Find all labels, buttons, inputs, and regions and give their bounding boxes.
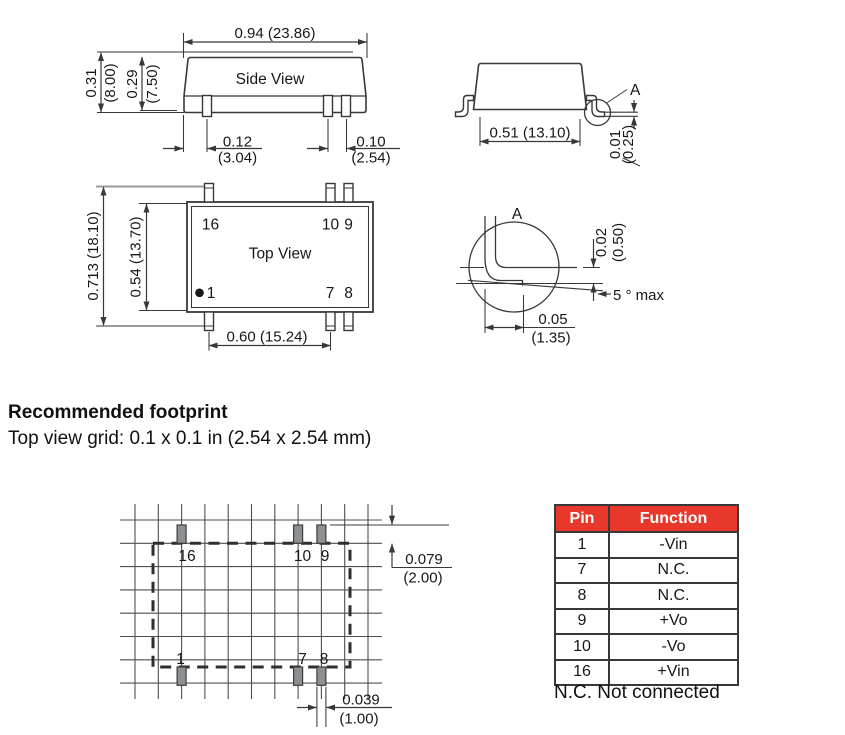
lead-gullwing-left	[456, 96, 474, 117]
table-row	[555, 558, 738, 584]
dim-label-pad-height-in: 0.079	[405, 551, 443, 568]
angle-note-label: 5 ° max	[613, 287, 665, 304]
dim-label-pin-span: 0.60 (15.24)	[226, 328, 308, 346]
dim-label-foot-in: 0.05	[538, 311, 568, 328]
pad-16	[177, 525, 186, 543]
pin-function-table	[554, 504, 739, 686]
lead-gullwing-right	[587, 96, 605, 117]
grid-note: Top view grid: 0.1 x 0.1 in (2.54 x 2.54 mm)	[8, 428, 372, 449]
table-row	[555, 583, 738, 609]
detail-a-label: A	[511, 206, 523, 223]
footprint-pin16-label: 16	[178, 548, 196, 565]
top-view-title: Top View	[248, 245, 312, 263]
pin1-marker-dot	[195, 289, 204, 298]
function-cell: +Vo	[609, 609, 738, 635]
dim-label-height-total-mm: (8.00)	[102, 63, 119, 103]
function-cell: -Vin	[609, 532, 738, 558]
pin-cell: 16	[555, 660, 609, 686]
top-view-pin7-label: 7	[325, 285, 335, 302]
table-row	[555, 634, 738, 660]
pin-column-header: Pin	[555, 505, 609, 532]
footprint-pin10-label: 10	[293, 548, 312, 565]
dim-label-pad-width-in: 0.039	[342, 691, 380, 709]
dim-label-lead-thickness-mm: (0.25)	[620, 124, 637, 165]
nc-note: N.C. Not connected	[554, 682, 720, 703]
dim-label-total-height: 0.713 (18.10)	[85, 211, 102, 301]
dim-label-height-body-mm: (7.50)	[144, 64, 161, 104]
function-cell: N.C.	[609, 583, 738, 609]
pad-10	[294, 525, 303, 543]
dim-label-body-height: 0.54 (13.70)	[127, 216, 145, 298]
lead-pin	[203, 96, 212, 117]
function-cell: +Vin	[609, 660, 738, 686]
dim-label-foot-mm: (1.35)	[531, 329, 571, 347]
section-title: Recommended footprint	[8, 402, 228, 423]
pin-cell: 9	[555, 609, 609, 635]
dim-label-pad-height-mm: (2.00)	[403, 569, 443, 587]
dim-label-lead-thickness-in: 0.01	[607, 129, 624, 160]
pin-1	[205, 312, 214, 331]
dim-label-height-total-in: 0.31	[83, 68, 100, 98]
table-row	[555, 609, 738, 635]
pad-7	[294, 667, 303, 685]
lead-bend-outer	[485, 216, 523, 286]
function-column-header: Function	[609, 505, 738, 532]
top-view-pin9-label: 9	[344, 216, 353, 234]
pin-cell: 1	[555, 532, 609, 558]
detail-a-ref-label: A	[630, 82, 641, 99]
side-view-title: Side View	[235, 71, 305, 88]
end-view-body	[474, 64, 587, 110]
pad-8	[317, 667, 326, 685]
seating-plane-lines	[456, 268, 603, 291]
leader-line	[606, 90, 627, 104]
top-view-pin1-label: 1	[206, 285, 216, 302]
pin-cell: 10	[555, 634, 609, 660]
end-view-drawing	[456, 64, 642, 167]
pad-9	[317, 525, 326, 543]
pin-9	[344, 184, 353, 203]
footprint-pin7-label: 7	[298, 651, 307, 668]
pin-cell: 8	[555, 583, 609, 609]
detail-a-drawing	[456, 206, 665, 347]
pin-cell: 7	[555, 558, 609, 584]
table-row	[555, 532, 738, 558]
side-view-drawing	[83, 25, 400, 167]
dim-label-lead-pitch-in: 0.10	[356, 133, 386, 151]
top-view-pin16-label: 16	[201, 216, 220, 234]
pin-7	[326, 312, 335, 331]
footprint-grid	[120, 504, 382, 699]
pin-8	[344, 312, 353, 331]
top-view-drawing	[85, 184, 373, 351]
table-header-row	[555, 505, 738, 532]
top-view-pin8-label: 8	[344, 285, 353, 302]
dim-label-lead-pitch-mm: (2.54)	[351, 149, 391, 167]
dim-label-lead-offset-mm: (3.04)	[217, 149, 258, 167]
function-cell: N.C.	[609, 558, 738, 584]
dim-label-standoff-in: 0.02	[593, 227, 610, 258]
footprint-pin8-label: 8	[319, 651, 329, 668]
pin-16	[205, 184, 214, 203]
footprint-pin9-label: 9	[320, 548, 330, 565]
dim-label-standoff-mm: (0.50)	[610, 222, 627, 263]
function-cell: -Vo	[609, 634, 738, 660]
lead-pin	[324, 96, 333, 117]
pad-1	[177, 667, 186, 685]
top-view-pin10-label: 10	[321, 216, 340, 234]
dim-label-pad-width-mm: (1.00)	[339, 710, 379, 728]
dim-label-width: 0.94 (23.86)	[234, 25, 316, 42]
lead-pin	[342, 96, 351, 117]
footprint-pin1-label: 1	[176, 651, 185, 668]
dim-label-height-body-in: 0.29	[124, 69, 141, 99]
footprint-drawing	[120, 504, 452, 728]
dim-label-lead-offset-in: 0.12	[222, 133, 253, 151]
dim-label-lead-span: 0.51 (13.10)	[489, 124, 571, 142]
pin-10	[326, 184, 335, 203]
lead-bend-inner	[496, 216, 578, 268]
